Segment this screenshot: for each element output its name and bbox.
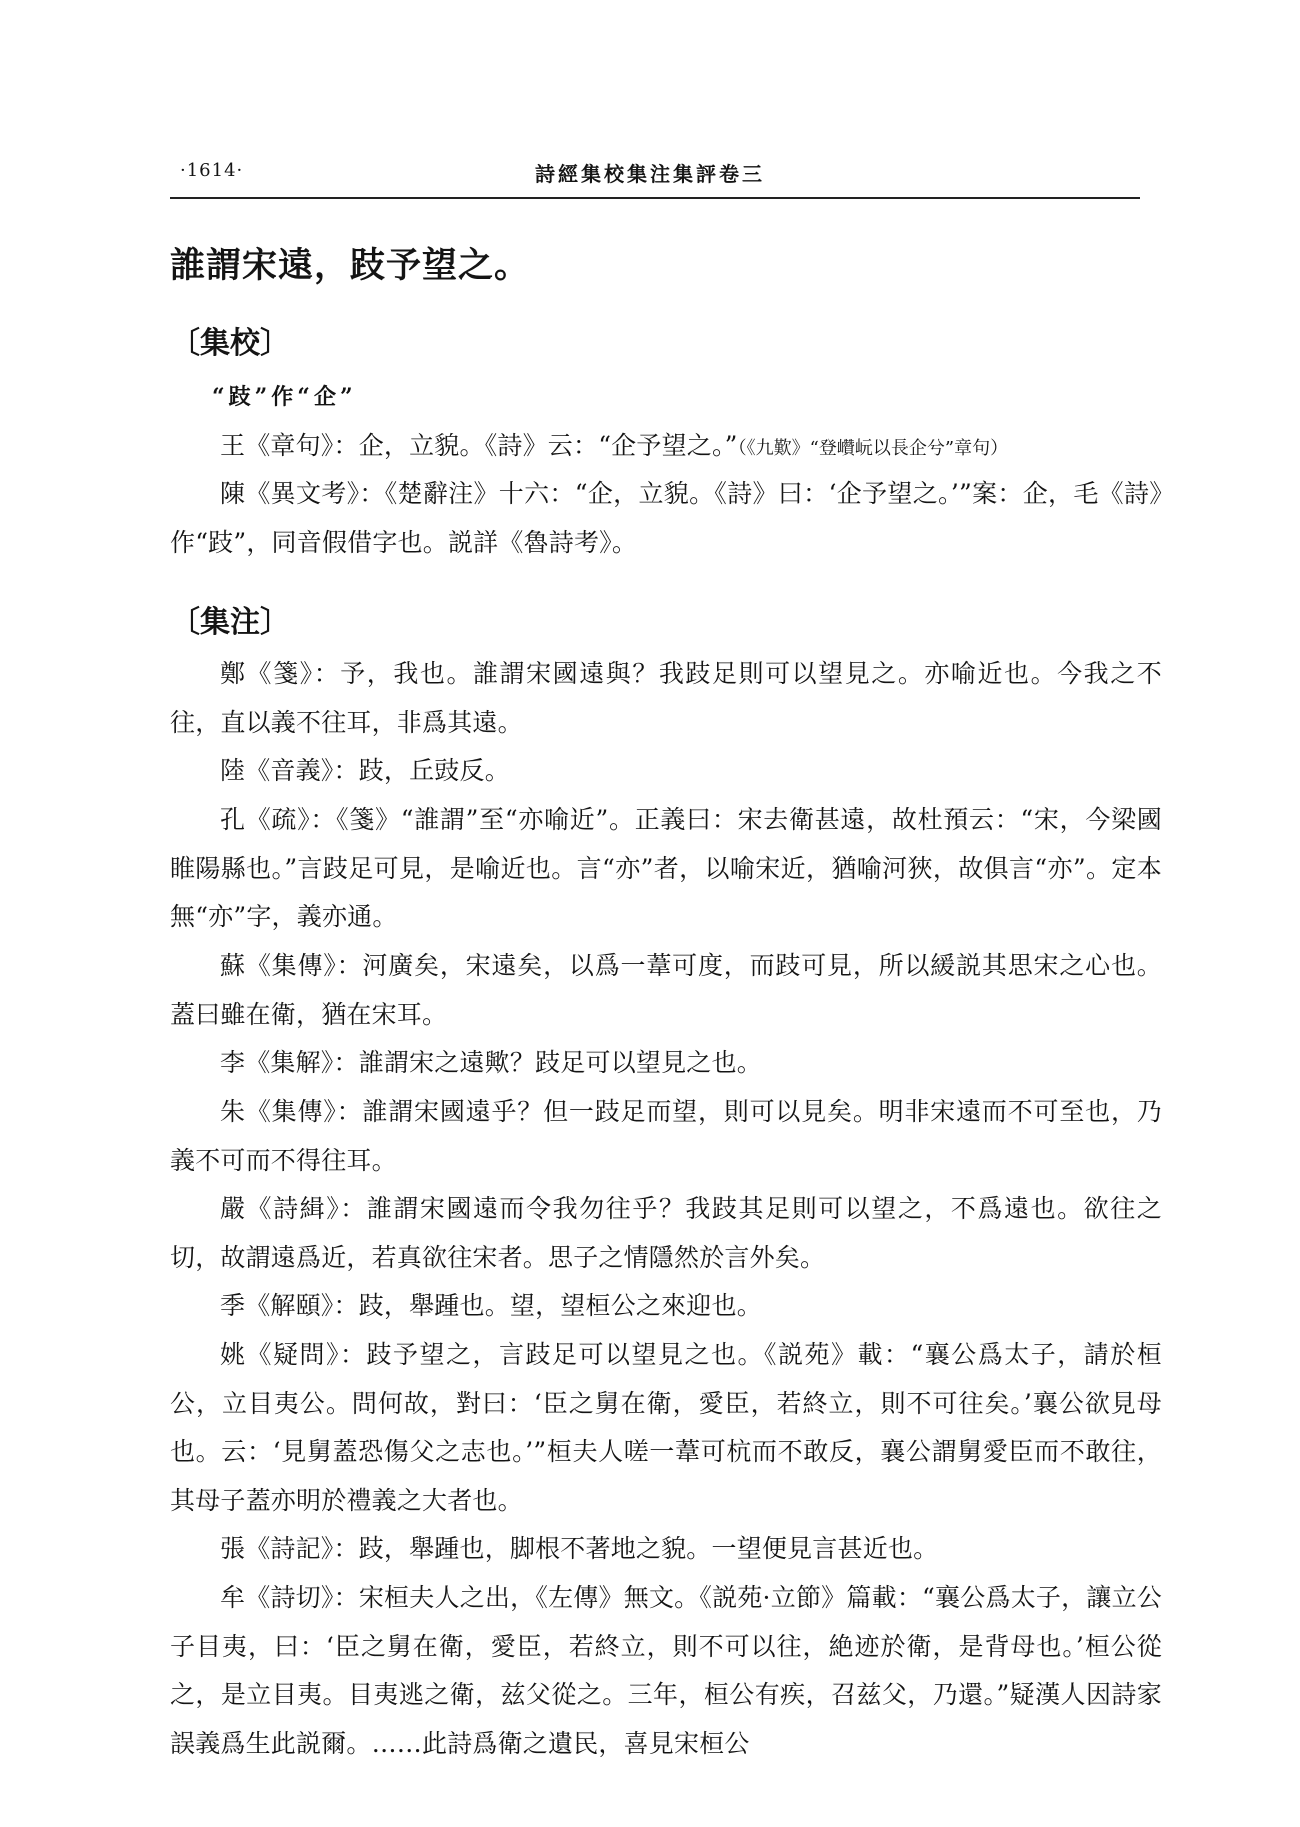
jijiao-paragraph: 陳《異文考》：《楚辭注》十六：“企，立貌。《詩》曰：‘企予望之。’”案：企，毛《詩》作“跂”，同音假借字也。説詳《魯詩考》。: [170, 479, 1162, 557]
jizhu-paragraph: 姚《疑問》：跂予望之，言跂足可以望見之也。《説苑》載：“襄公爲太子，請於桓公，立目夷公。問何故，對曰：‘臣之舅在衛，愛臣，若終立，則不可往矣。’襄公欲見母也。云：‘見舅蓋恐傷父之志也。’”桓夫人嗟一葦可杭而不敢反，襄公謂舅愛臣而不敢往，其母子蓋亦明於禮義之大者也。: [170, 1340, 1162, 1515]
jijiao-paragraph-main: 王《章句》：企，立貌。《詩》云：“企予望之。”: [220, 431, 738, 460]
running-head: 詩經集校集注集評卷三: [535, 162, 765, 186]
jizhu-paragraph: 張《詩記》：跂，舉踵也，脚根不著地之貌。一望便見言甚近也。: [220, 1534, 939, 1563]
variant-heading: “跂”作“企”: [212, 384, 357, 410]
jizhu-paragraph: 牟《詩切》：宋桓夫人之出，《左傳》無文。《説苑·立節》篇載：“襄公爲太子，讓立公子目夷，曰：‘臣之舅在衛，愛臣，若終立，則不可以往，絶迹於衛，是背母也。’桓公從之，是立目夷。目夷逃之衛，兹父從之。三年，桓公有疾，召兹父，乃還。”疑漢人因詩家誤義爲生此説爾。……此詩爲衛之遺民，喜見宋桓公: [170, 1583, 1162, 1758]
jizhu-paragraph: 季《解頤》：跂，舉踵也。望，望桓公之來迎也。: [220, 1291, 762, 1320]
jijiao-paragraph: [170, 422, 1162, 474]
jizhu-paragraph: 李《集解》：誰謂宋之遠歟？跂足可以望見之也。: [220, 1048, 762, 1077]
jizhu-paragraph: 鄭《箋》：予，我也。誰謂宋國遠與？我跂足則可以望見之。亦喻近也。今我之不往，直以義不往耳，非爲其遠。: [170, 659, 1162, 737]
jijiao-paragraph-note: （《九歎》“登巑岏以長企兮”章句）: [737, 438, 1009, 459]
jijiao-heading: 〔集校〕: [170, 326, 290, 361]
jizhu-paragraph: 朱《集傳》：誰謂宋國遠乎？但一跂足而望，則可以見矣。明非宋遠而不可至也，乃義不可而不得往耳。: [170, 1097, 1162, 1175]
jizhu-paragraph: 蘇《集傳》：河廣矣，宋遠矣，以爲一葦可度，而跂可見，所以緩説其思宋之心也。蓋曰雖在衛，猶在宋耳。: [170, 951, 1162, 1029]
jizhu-paragraph: 孔《疏》：《箋》“誰謂”至“亦喻近”。正義曰：宋去衛甚遠，故杜預云：“宋，今梁國睢陽縣也。”言跂足可見，是喻近也。言“亦”者，以喻宋近，猶喻河狹，故俱言“亦”。定本無“亦”字，義亦通。: [170, 805, 1162, 931]
jizhu-paragraph: 嚴《詩緝》：誰謂宋國遠而令我勿往乎？我跂其足則可以望之，不爲遠也。欲往之切，故謂遠爲近，若真欲往宋者。思子之情隱然於言外矣。: [170, 1194, 1162, 1272]
verse-title: 誰謂宋遠，跂予望之。: [170, 245, 531, 286]
jizhu-heading: 〔集注〕: [170, 605, 290, 640]
header-rule: [170, 197, 1140, 199]
jizhu-paragraph: 陸《音義》：跂，丘豉反。: [220, 756, 510, 785]
page-number: ·1614·: [180, 160, 244, 181]
